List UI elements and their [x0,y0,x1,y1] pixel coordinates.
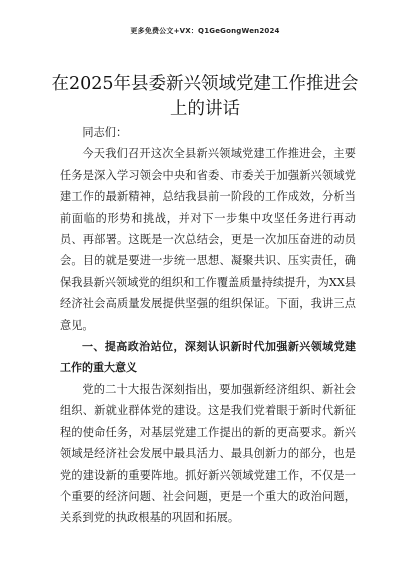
document-title: 在2025年县委新兴领域党建工作推进会上的讲话 [51,74,359,119]
section-paragraph: 党的二十大报告深刻指出，要加强新经济组织、新社会组织、新就业群体党的建设。这是我们党着眼于新时代新征程的使命任务，对基层党建工作提出的新的更高要求。新兴领域是经济社会发展中最具活力、最具创新力的部分，也是党的建设新的重要阵地。抓好新兴领域党建工作，不仅是一个重要的经济问题、社会问题，更是一个重大的政治问题，关系到党的执政根基的巩固和拓展。 [60,382,356,525]
greeting: 同志们： [82,126,128,139]
document-body [60,122,356,529]
section-heading: 一、提高政治站位，深刻认识新时代加强新兴领域党建工作的重大意义 [60,340,356,375]
body-paragraph: 今天我们召开这次全县新兴领域党建工作推进会，主要任务是深入学习领会中央和省委、市委关于加强新兴领域党建工作的最新精神，总结我县前一阶段的工作成效，分析当前面临的形势和挑战，并对下一步集中攻坚任务进行再动员、再部署。这既是一次总结会，更是一次加压奋进的动员会。目的就是要进一步统一思想、凝聚共识、压实责任，确保我县新兴领域党的组织和工作覆盖质量持续提升，为XX县经济社会高质量发展提供坚强的组织保证。下面，我讲三点意见。 [60,147,356,332]
header-note: 更多免费公文+VX：Q1GeGongWen2024 [130,27,280,35]
